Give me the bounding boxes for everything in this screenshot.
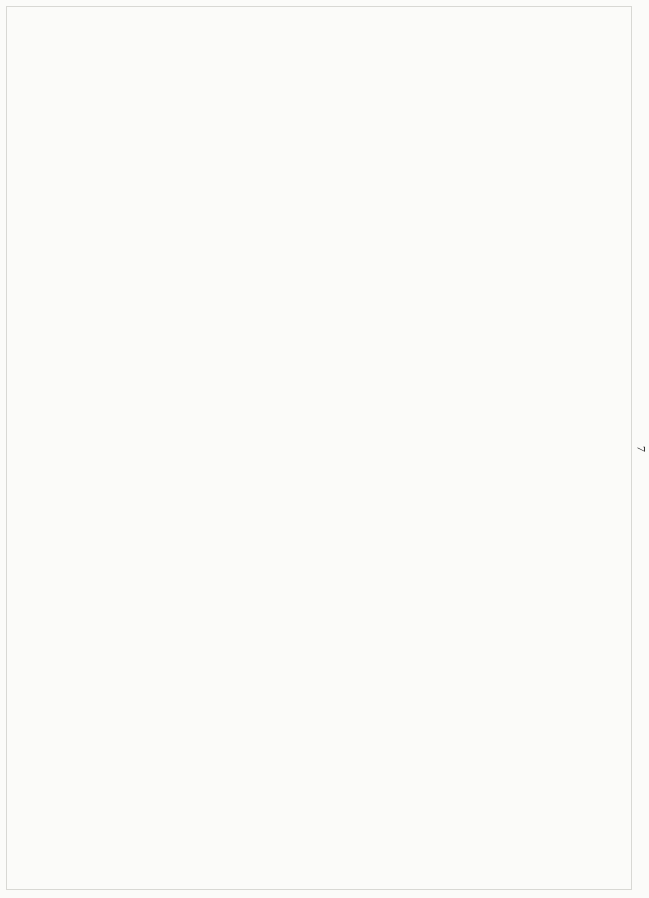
list-item [60, 43, 74, 855]
paragraph [202, 43, 216, 855]
paragraph [284, 43, 298, 855]
paragraph [230, 43, 244, 855]
list-item [73, 43, 87, 855]
document-body [40, 39, 600, 859]
paragraph [148, 43, 162, 855]
paragraph [162, 43, 176, 855]
section-paragraphs [148, 43, 298, 855]
paragraph [216, 43, 230, 855]
paragraph [243, 43, 257, 855]
page-number: 7 [634, 446, 649, 452]
list-item [87, 43, 101, 855]
paragraph [257, 43, 271, 855]
paragraph [270, 43, 284, 855]
list-item [46, 43, 60, 855]
paragraph [189, 43, 203, 855]
list-item [100, 43, 114, 855]
list-before-section [46, 43, 114, 855]
section-title [124, 43, 138, 855]
paragraph [175, 43, 189, 855]
